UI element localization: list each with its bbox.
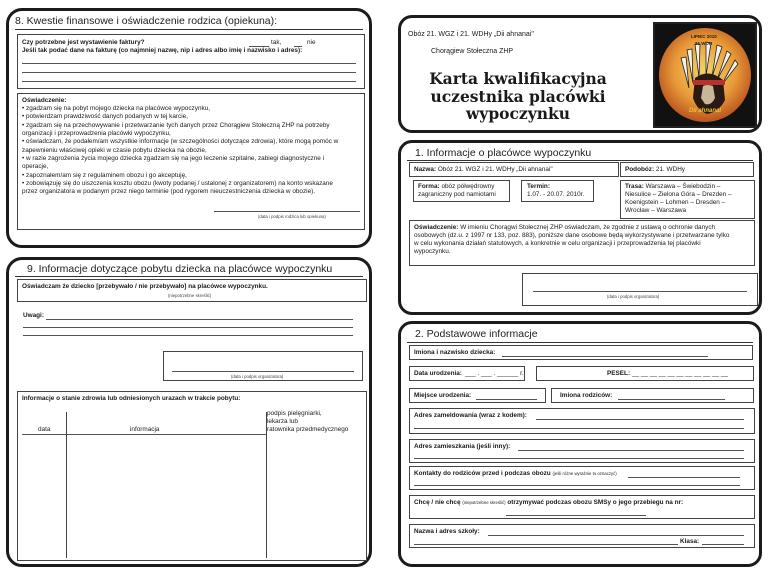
s1-organizer-signature-caption: (data i podpis organizatora) (607, 294, 660, 299)
invoice-box (17, 34, 365, 89)
parents-names-box (551, 388, 754, 403)
card-title-line-1: Karta kwalifikacyjna (429, 69, 607, 88)
residence-address-box (409, 439, 755, 463)
health-info-title: Informacje o stanie zdrowia lub odniesionych urazach w trakcie pobytu: (22, 395, 241, 402)
osw-line-3: w celu wykonania działań statutowych, a konkretnie w celu organizacji i przeprowadzenia tej placówki (414, 240, 701, 247)
parent-contacts-label: Kontakty do rodziców przed i podczas obozu (414, 470, 551, 477)
podoboz-label: Podobóz: (625, 166, 655, 173)
card-title-line-3: wypoczynku (465, 104, 571, 123)
sms-label: otrzymywać podczas obozu SMSy o jego przebiegu na nr: (507, 499, 684, 506)
organizer-signature-box (163, 351, 363, 381)
registered-address-box (409, 408, 755, 434)
birth-date-box (409, 366, 525, 381)
osw-line-2: osobowych (dz.u. z 1997 nr 133, poz. 883), poniższe dane osobowe będą wykorzystywane i przetwarzane tylko (414, 232, 730, 239)
section-9-panel (6, 257, 372, 567)
col-sign-1: podpis pielęgniarki, (267, 410, 322, 417)
uwagi-line-3[interactable] (23, 335, 353, 336)
residence-address-line-1[interactable] (518, 450, 744, 451)
col-sign-3: ratownika przedmedycznego (267, 426, 349, 433)
logo-circle (659, 28, 751, 122)
stay-statement: Oświadczam że dziecko [przebywało / nie przebywało] na placówce wypoczynku. (22, 283, 268, 290)
sms-box (409, 495, 755, 519)
sms-choice[interactable]: Chcę / nie chcę (414, 499, 461, 506)
registered-address-label: Adres zameldowania (wraz z kodem): (414, 412, 527, 419)
section-8-title: 8. Kwestie finansowe i oświadczenie rodzica (opiekuna): (15, 15, 278, 27)
class-line[interactable] (702, 544, 744, 545)
organizer-signature-caption: (data i podpis organizatora) (231, 374, 284, 379)
parent-contacts-box (409, 466, 755, 490)
parent-contacts-line-2[interactable] (414, 485, 740, 486)
registered-address-line-1[interactable] (536, 419, 744, 420)
invoice-data-label: Jeśli tak podać dane na fakturę (co najmniej nazwę, nip i adres albo imię i nazwisko i adres): (22, 47, 303, 54)
parent-contacts-note: (jeśli różne wyraźnie to oznaczyć) (552, 471, 617, 476)
forma-value-1: obóz półwędrowny (441, 183, 495, 190)
child-name-box (409, 345, 753, 360)
col-sign-2: lekarza lub (267, 418, 298, 425)
school-box (409, 524, 755, 548)
registered-address-line-2[interactable] (414, 428, 744, 429)
section-2-title: 2. Podstawowe informacje (415, 328, 538, 340)
birth-date-field[interactable]: ___ . ___ . ______ r. (465, 370, 524, 377)
parents-names-label: Imiona rodziców: (560, 392, 613, 399)
section-1-panel (398, 140, 762, 315)
s1-organizer-signature-box (522, 273, 758, 306)
nazwa-label: Nazwa: (414, 166, 437, 173)
uwagi-line-2[interactable] (23, 327, 353, 328)
logo-bottom-text: Dii ahnanai (689, 108, 722, 114)
termin-label: Termin: (527, 183, 550, 190)
section-9-title: 9. Informacje dotyczące pobytu dziecka na placówce wypoczynku (27, 263, 333, 275)
trasa-line-1: Warszawa – Świebodzin – (645, 183, 721, 190)
birth-date-label: Data urodzenia: (414, 370, 462, 377)
pesel-field[interactable]: __ __ __ __ __ __ __ __ __ __ __ (632, 370, 728, 377)
termin-value: 1.07. - 20.07. 2010r. (527, 191, 585, 198)
declaration-title: Oświadczenie: (22, 97, 67, 104)
invoice-line-2[interactable] (22, 72, 356, 73)
declaration-line: • potwierdzam prawdziwość danych podanych w tej karcie, (22, 113, 188, 121)
parent-signature-line[interactable] (214, 211, 360, 212)
declaration-line: • oświadczam, że podałem/am wszystkie informacje (w szczególności dotyczące zdrowia), które mogą pomóc w (22, 138, 339, 146)
podoboz-value: 21. WDHy (655, 166, 686, 173)
trasa-line-4: Wrocław – Warszawa (625, 207, 687, 214)
declaration-box (17, 93, 365, 230)
s1-organizer-signature-line[interactable] (533, 291, 747, 292)
organizer-signature-line[interactable] (172, 371, 354, 372)
parent-signature-caption: (data i podpis rodzica lub opiekuna) (258, 214, 326, 219)
invoice-opt-nie[interactable]: nie (307, 39, 316, 46)
trasa-line-2: Niesulice – Zielona Góra – Drezden – (625, 191, 732, 198)
class-label: Klasa: (680, 538, 700, 545)
invoice-line-3[interactable] (22, 81, 356, 82)
declaration-line: • zapoznałem/am się z regulaminem obozu i go akceptuję, (22, 171, 187, 179)
stay-statement-box (17, 279, 367, 302)
osw-label: Oświadczenie: (414, 224, 459, 231)
declaration-line: • zgadzam się na pobyt mojego dziecka na placówce wypoczynku, (22, 105, 211, 112)
birth-place-box (409, 388, 546, 403)
camp-logo (653, 22, 757, 128)
route-box (620, 180, 755, 219)
health-table-header-rule (22, 434, 266, 435)
sms-number-line[interactable] (506, 515, 646, 516)
school-line-1[interactable] (488, 535, 744, 536)
uwagi-label: Uwagi: (23, 312, 44, 319)
child-name-label: Imiona i nazwisko dziecka: (414, 349, 496, 356)
form-box (413, 180, 510, 202)
child-name-line[interactable] (502, 356, 708, 357)
logo-top-text: LIPIEC 2010 (691, 34, 717, 39)
declaration-line: organizacji i przeprowadzenia placówki wypoczynku, (22, 129, 171, 137)
camp-name-line: Obóz 21. WGZ i 21. WDHy „Dii ahnanai" (408, 31, 534, 38)
card-title (403, 70, 633, 123)
card-title-line-2: uczestnika placówki (430, 86, 606, 106)
col-info-header: informacja (130, 426, 160, 433)
trasa-label: Trasa: (625, 183, 644, 190)
pesel-label: PESEL: (607, 370, 631, 377)
invoice-opt-tak[interactable]: tak, (271, 39, 282, 46)
nazwa-value: Obóz 21. WGZ i 21. WDHy „Dii ahnanai" (437, 166, 553, 173)
stay-statement-caption: (niepotrzebne skreślić) (168, 293, 212, 298)
invoice-question: Czy potrzebne jest wystawienie faktury? (22, 39, 145, 46)
school-line-2[interactable] (414, 544, 678, 545)
forma-label: Forma: (418, 183, 440, 190)
sms-choice-note: (niepotrzebne skreślić) (462, 500, 506, 505)
declaration-line: operacje, (22, 163, 49, 171)
osw-line-1: W imieniu Chorągwi Stołecznej ZHP oświadczam, że zgodnie z ustawą o ochronie danych (460, 224, 716, 231)
forma-value-2: zagraniczny pod namiotami (418, 191, 496, 198)
trasa-line-3: Koenigstein – Lohmen – Dresden – (625, 199, 726, 206)
declaration-list (22, 105, 338, 197)
parent-contacts-line-1[interactable] (628, 477, 740, 478)
pesel-box (536, 366, 754, 381)
section-8-panel (6, 8, 372, 248)
banner-name: Chorągiew Stołeczna ZHP (431, 48, 514, 55)
health-info-box (17, 391, 367, 561)
birth-place-line[interactable] (476, 399, 537, 400)
camp-name-box (409, 162, 619, 177)
section-1-title: 1. Informacje o placówce wypoczynku (415, 147, 592, 159)
declaration-line: • w razie zagrożenia życia mojego dziecka zgadzam się na jego leczenie szpitalne, zabiegi diagnostyczne i (22, 154, 325, 162)
data-protection-box (409, 220, 755, 266)
subcamp-box (620, 162, 754, 177)
residence-address-label: Adres zamieszkania (jeśli inny): (414, 443, 511, 450)
school-label: Nazwa i adres szkoły: (414, 528, 480, 535)
uwagi-line-1[interactable] (46, 319, 353, 320)
declaration-line: zapewnieniu właściwej opieki w czasie pobytu dziecka na obozie, (22, 146, 207, 154)
section-2-panel (398, 321, 762, 567)
col-date-header: data (38, 426, 51, 433)
invoice-line-1[interactable] (22, 63, 356, 64)
osw-line-4: wypoczynku. (414, 248, 451, 255)
declaration-line: przez organizatora w podanym przez niego terminie (pod rygorem nieuczestniczenia dziecka w obozie). (22, 188, 316, 196)
logo-mid-text: 21 WDH (695, 41, 713, 46)
parents-names-line[interactable] (618, 399, 725, 400)
declaration-line: • zobowiązuję się do uiszczenia kosztu obozu (kwoty podanej / ustalonej z organizatorem) na konto wskazane (22, 179, 333, 187)
card-header-panel (398, 15, 762, 133)
declaration-line: • zgadzam się na przechowywanie i przetwarzanie tych danych przez Chorągiew Stołeczną ZHP na potrzeby (22, 121, 330, 129)
term-box (521, 180, 594, 202)
residence-address-line-2[interactable] (414, 458, 744, 459)
birth-place-label: Miejsce urodzenia: (414, 392, 472, 399)
